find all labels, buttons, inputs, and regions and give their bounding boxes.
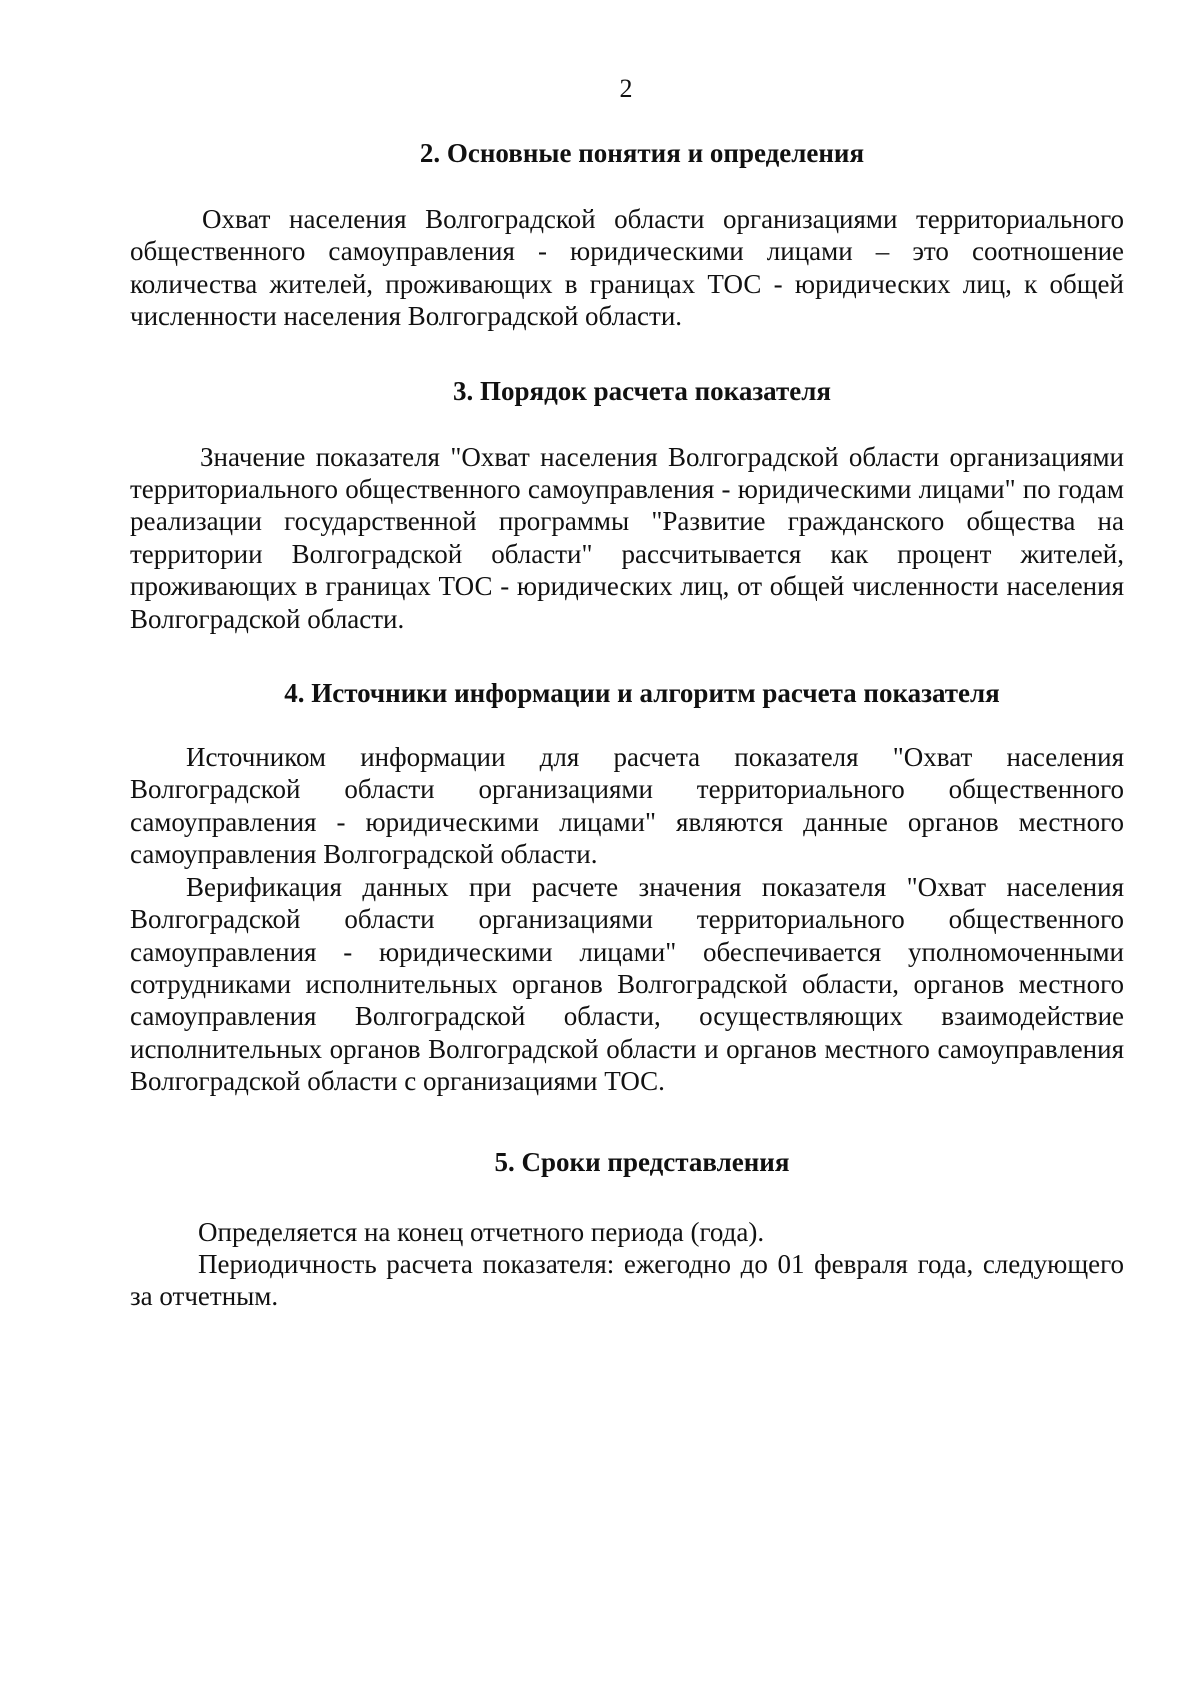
section-information-sources: [130, 677, 1124, 1097]
paragraph: Верификация данных при расчете значения показателя "Охват населения Волгоградской области организациями территориального общественного самоуправления - юридическими лицами" обеспечивается уполномоченными сотрудниками исполнительных органов Волгоградской области, органов местного самоуправления Волгоградской области, осуществляющих взаимодействие исполнительных органов Волгоградской области и органов местного самоуправления Волгоградской области с организациями ТОС.: [130, 871, 1124, 1097]
page-number: 2: [619, 74, 633, 103]
section-heading: 4. Источники информации и алгоритм расчета показателя: [284, 678, 1000, 709]
paragraph: Значение показателя "Охват населения Волгоградской области организациями территориального общественного самоуправления - юридическими лицами" по годам реализации государственной программы "Развитие гражданского общества на территории Волгоградской области" рассчитывается как процент жителей, проживающих в границах ТОС - юридических лиц, от общей численности населения Волгоградской области.: [130, 441, 1124, 634]
section-submission-deadlines: [130, 1146, 1124, 1313]
document-body: [130, 137, 1124, 1313]
paragraph: Источником информации для расчета показателя "Охват населения Волгоградской области организациями территориального общественного самоуправления - юридическими лицами" являются данные органов местного самоуправления Волгоградской области.: [130, 742, 1124, 870]
paragraph: Охват населения Волгоградской области организациями территориального общественного самоуправления - юридическими лицами – это соотношение количества жителей, проживающих в границах ТОС - юридических лиц, к общей численности населения Волгоградской области.: [130, 204, 1124, 332]
section-heading: 3. Порядок расчета показателя: [453, 375, 831, 406]
section-heading: 2. Основные понятия и определения: [419, 138, 865, 168]
section-definitions: [130, 137, 1124, 333]
section-calculation-procedure: [130, 375, 1124, 635]
paragraph: Периодичность расчета показателя: ежегодно до 01 февраля года, следующего за отчетным.: [130, 1248, 1124, 1312]
section-heading: 5. Сроки представления: [494, 1146, 790, 1177]
paragraph: Определяется на конец отчетного периода (года).: [198, 1216, 765, 1247]
